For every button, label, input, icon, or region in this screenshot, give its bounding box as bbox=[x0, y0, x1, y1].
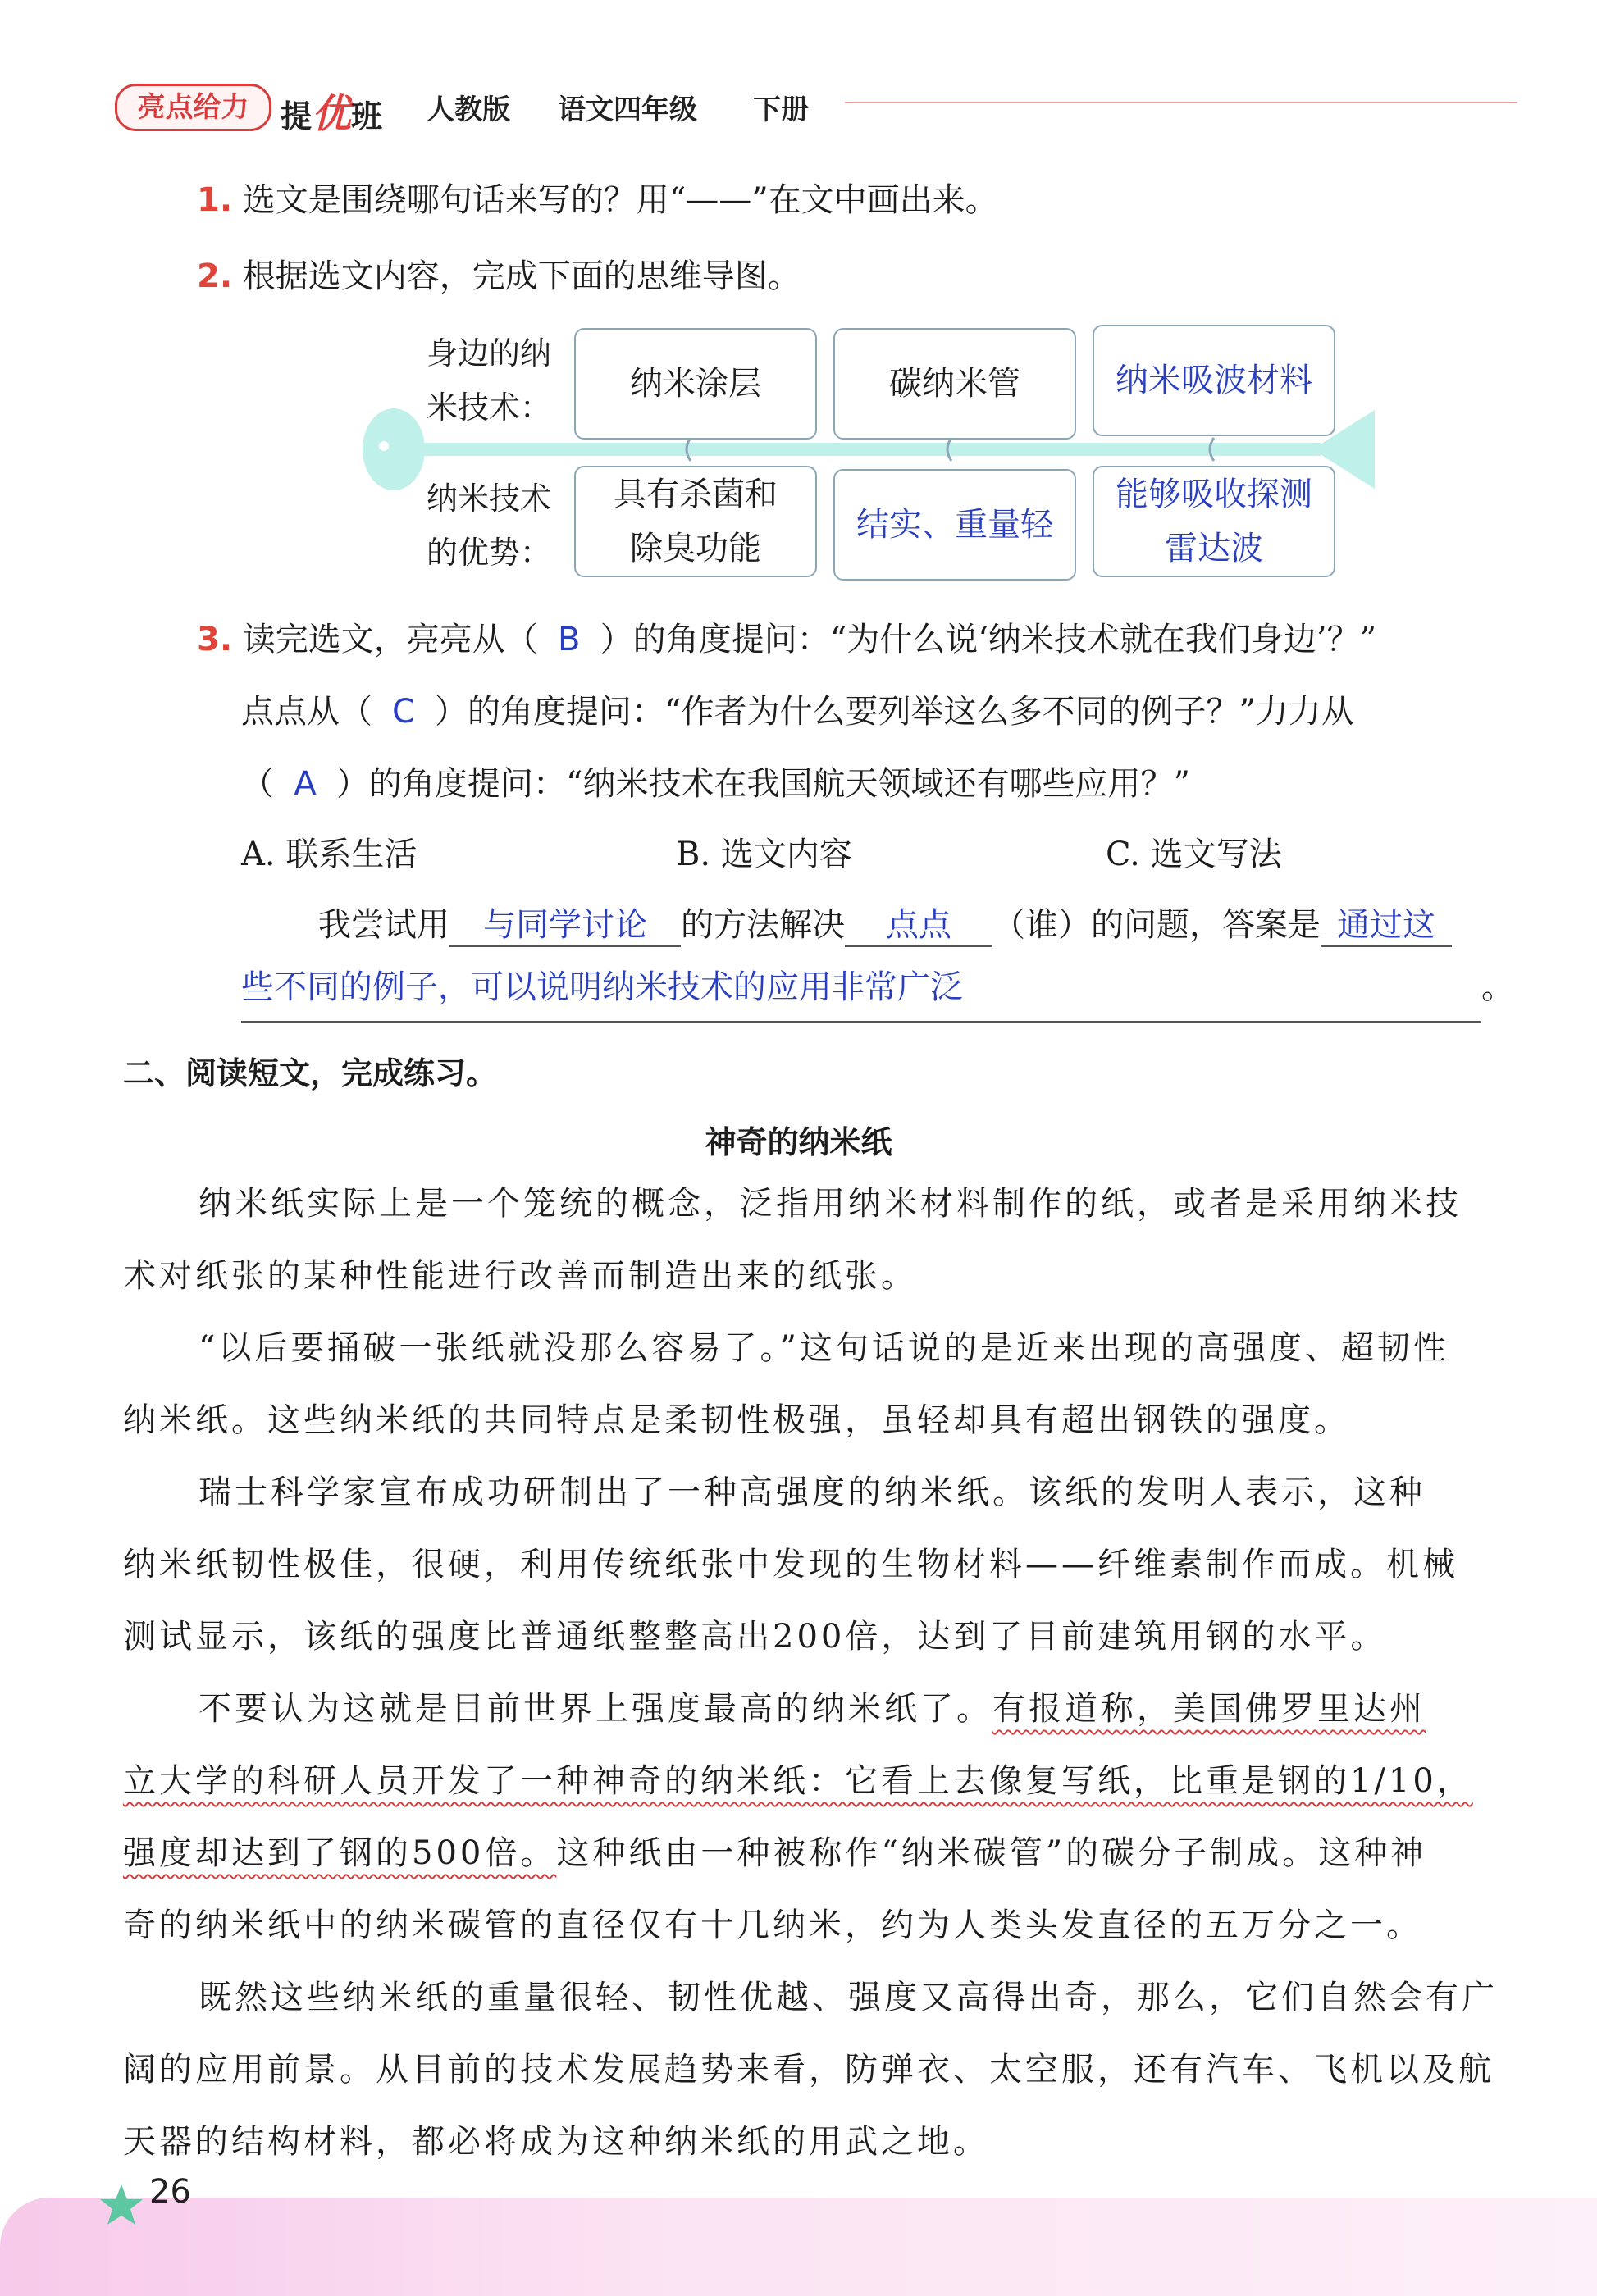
fill-who: 点点 bbox=[845, 899, 992, 947]
mindmap-box: 纳米涂层 bbox=[574, 328, 817, 440]
fish-eye bbox=[379, 441, 389, 451]
question-3-number: 3. bbox=[197, 621, 233, 658]
header-rule bbox=[845, 102, 1517, 103]
para-line: 测试显示，该纸的强度比普通纸整整高出200倍，达到了目前建筑用钢的水平。 bbox=[123, 1618, 1387, 1656]
para-line: “以后要捅破一张纸就没那么容易了。”这句话说的是近来出现的高强度、超韧性 bbox=[198, 1329, 1449, 1367]
brand-you: 优 bbox=[312, 91, 352, 137]
question-1-number: 1. bbox=[197, 181, 233, 219]
fish-spine bbox=[394, 443, 1321, 456]
fill-answer-cont: 些不同的例子，可以说明纳米技术的应用非常广泛 bbox=[241, 961, 1481, 1023]
text: ）的角度提问：“作者为什么要列举这么多不同的例子？”力力从 bbox=[435, 693, 1354, 731]
mindmap-row1-label bbox=[427, 326, 551, 435]
text: ）的角度提问：“为什么说‘纳米技术就在我们身边’？” bbox=[600, 621, 1377, 658]
series-badge: 亮点给力 bbox=[115, 84, 271, 131]
volume: 下册 bbox=[753, 93, 809, 126]
text: 点点从（ bbox=[241, 693, 372, 731]
key-sentence: 强度却达到了钢的500倍。 bbox=[123, 1834, 557, 1872]
text: 不要认为这就是目前世界上强度最高的纳米纸了。 bbox=[198, 1690, 992, 1728]
label-line: 的优势： bbox=[427, 535, 552, 571]
question-1 bbox=[197, 174, 998, 221]
option-a: A. 联系生活 bbox=[241, 836, 418, 873]
article-title: 神奇的纳米纸 bbox=[705, 1124, 892, 1160]
option-b: B. 选文内容 bbox=[676, 836, 852, 873]
key-sentence: 立大学的科研人员开发了一种神奇的纳米纸：它看上去像复写纸，比重是钢的1/10， bbox=[123, 1762, 1473, 1800]
answer-2: C bbox=[392, 693, 415, 731]
box-line: 结实、重量轻 bbox=[856, 506, 1053, 544]
question-1-text: 选文是围绕哪句话来写的？用“——”在文中画出来。 bbox=[242, 181, 998, 219]
mindmap-row2-label bbox=[427, 472, 551, 580]
footer-band bbox=[0, 2198, 1597, 2296]
para-line: 纳米纸韧性极佳，很硬，利用传统纸张中发现的生物材料——纤维素制作而成。机械 bbox=[123, 1546, 1458, 1583]
brand-pre: 提 bbox=[281, 98, 313, 134]
mindmap-box: 碳纳米管 bbox=[833, 328, 1076, 440]
label-line: 身边的纳 bbox=[427, 335, 552, 371]
article-body bbox=[123, 1168, 1517, 2178]
para-line: 既然这些纳米纸的重量很轻、韧性优越、强度又高得出奇，那么，它们自然会有广 bbox=[198, 1979, 1498, 2016]
question-2-text: 根据选文内容，完成下面的思维导图。 bbox=[242, 257, 801, 295]
question-3-fill-line bbox=[318, 899, 1452, 947]
box-line: 雷达波 bbox=[1165, 530, 1263, 567]
answer-1: B bbox=[558, 621, 581, 658]
mindmap-answer-box: 纳米吸波材料 bbox=[1093, 325, 1335, 436]
para-line: 阔的应用前景。从目前的技术发展趋势来看，防弹衣、太空服，还有汽车、飞机以及航 bbox=[123, 2051, 1494, 2089]
mindmap-box bbox=[574, 466, 817, 577]
question-3-line1 bbox=[197, 613, 1376, 660]
fill-answer-start: 通过这 bbox=[1321, 899, 1452, 947]
para-line: 天器的结构材料，都必将成为这种纳米纸的用武之地。 bbox=[123, 2123, 989, 2161]
question-2-number: 2. bbox=[197, 257, 233, 295]
section-2-title: 二、阅读短文，完成练习。 bbox=[123, 1055, 498, 1091]
key-sentence: 有报道称，美国佛罗里达州 bbox=[992, 1690, 1426, 1728]
box-line: 能够吸收探测 bbox=[1116, 476, 1312, 513]
box-line: 除臭功能 bbox=[630, 530, 761, 567]
option-c: C. 选文写法 bbox=[1106, 836, 1282, 873]
mindmap-answer-box bbox=[1093, 466, 1335, 577]
fill-method: 与同学讨论 bbox=[449, 899, 681, 947]
para-line bbox=[123, 1817, 1517, 1889]
para-line: 术对纸张的某种性能进行改善而制造出来的纸张。 bbox=[123, 1257, 917, 1295]
question-3-line3 bbox=[241, 758, 1190, 804]
box-line: 具有杀菌和 bbox=[614, 476, 778, 513]
para-line: 瑞士科学家宣布成功研制出了一种高强度的纳米纸。该纸的发明人表示，这种 bbox=[198, 1474, 1426, 1511]
brand-post: 班 bbox=[351, 98, 383, 134]
label-line: 米技术： bbox=[427, 390, 552, 426]
para-line: 奇的纳米纸中的纳米碳管的直径仅有十几纳米，约为人类头发直径的五万分之一。 bbox=[123, 1906, 1422, 1944]
question-3-line2 bbox=[241, 686, 1354, 732]
text: （谁）的问题，答案是 bbox=[992, 906, 1321, 944]
answer-3: A bbox=[294, 765, 317, 803]
text: （ bbox=[241, 765, 274, 803]
text: 这种纸由一种被称作“纳米碳管”的碳分子制成。这种神 bbox=[556, 1834, 1427, 1872]
subject: 语文四年级 bbox=[558, 93, 697, 126]
question-3-answer-line bbox=[241, 961, 1514, 1023]
mindmap-answer-box bbox=[833, 469, 1076, 581]
para-line: 纳米纸。这些纳米纸的共同特点是柔韧性极强，虽轻却具有超出钢铁的强度。 bbox=[123, 1401, 1350, 1439]
text: 的方法解决 bbox=[681, 906, 845, 944]
text: 。 bbox=[1481, 968, 1514, 1006]
text: ）的角度提问：“纳米技术在我国航天领域还有哪些应用？” bbox=[336, 765, 1190, 803]
publisher: 人教版 bbox=[427, 93, 510, 126]
para-line: 纳米纸实际上是一个笼统的概念，泛指用纳米材料制作的纸，或者是采用纳米技 bbox=[198, 1185, 1462, 1223]
question-2 bbox=[197, 250, 801, 297]
text: 读完选文，亮亮从（ bbox=[242, 621, 538, 658]
brand-title bbox=[281, 82, 382, 139]
label-line: 纳米技术 bbox=[427, 481, 552, 517]
text: 我尝试用 bbox=[318, 906, 449, 944]
page-number: 26 bbox=[149, 2173, 191, 2211]
para-line bbox=[123, 1673, 1517, 1745]
star-icon bbox=[97, 2181, 146, 2230]
